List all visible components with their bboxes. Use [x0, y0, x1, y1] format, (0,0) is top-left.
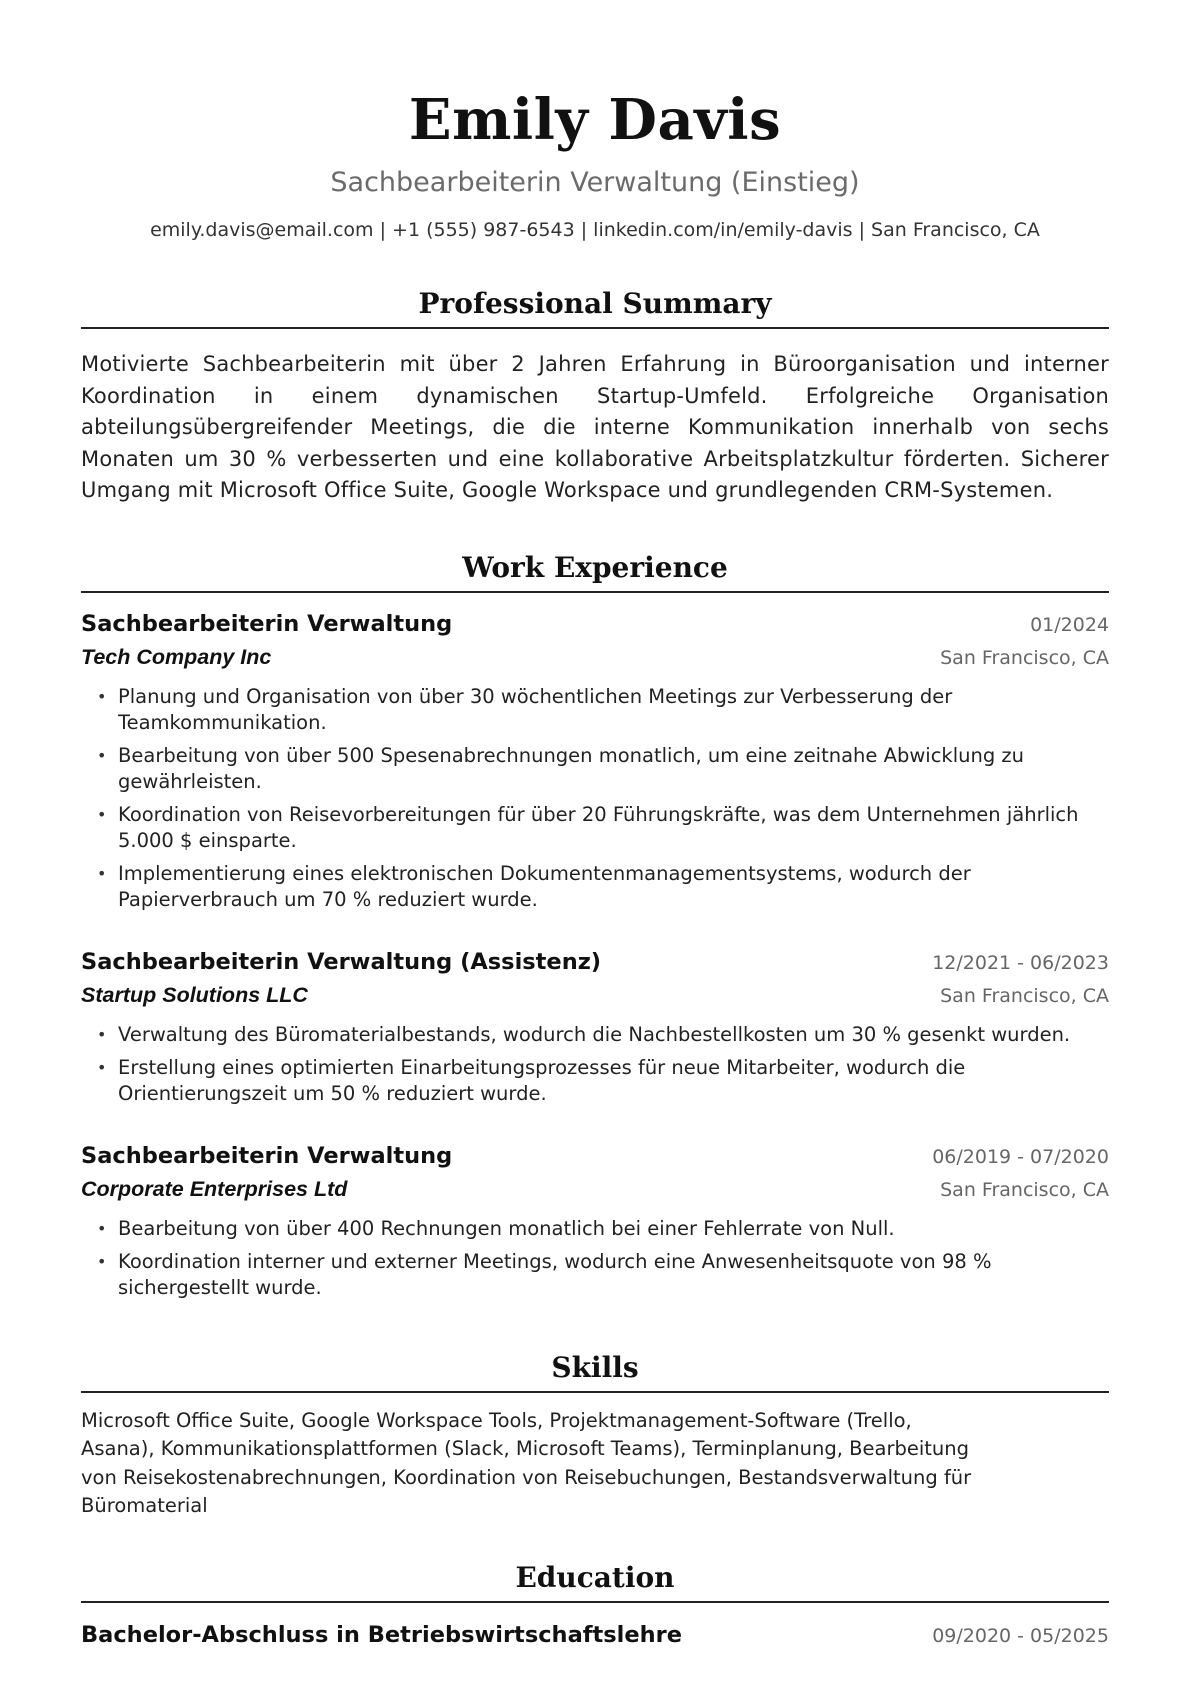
job-location: San Francisco, CA	[940, 984, 1109, 1007]
job-bullet: • Bearbeitung von über 500 Spesenabrechnungen monatlich, um eine zeitnahe Abwicklung zu gewährleisten.	[118, 743, 1109, 795]
job-date: 06/2019 - 07/2020	[932, 1145, 1109, 1168]
job-entry	[81, 946, 1109, 1107]
job-title: Sachbearbeiterin Verwaltung	[81, 610, 453, 637]
job-bullets	[81, 1022, 1109, 1107]
job-date: 01/2024	[1030, 613, 1109, 636]
resume-header	[81, 0, 1109, 243]
degree-title: Bachelor-Abschluss in Betriebswirtschaftslehre	[81, 1621, 683, 1648]
skills-text: Microsoft Office Suite, Google Workspace Tools, Projektmanagement-Software (Trello, Asana), Kommunikationsplattformen (Slack, Microsoft Teams), Terminplanung, Bearbeitung von Reisekostenabrechnungen, Koordination von Reisebuchungen, Bestandsverwaltung für Büromaterial	[81, 1408, 972, 1517]
education-section	[81, 1561, 1109, 1651]
experience-section	[81, 551, 1109, 1301]
candidate-name: Emily Davis	[408, 87, 782, 153]
job-bullet: • Implementierung eines elektronischen Dokumentenmanagementsystems, wodurch der Papierverbrauch um 70 % reduziert wurde.	[118, 861, 1109, 913]
summary-text: Motivierte Sachbearbeiterin mit über 2 Jahren Erfahrung in Büroorganisation und interner Koordination in einem dynamischen Startup-Umfeld. Erfolgreiche Organisation abteilungsübergreifender Meetings, die die interne Kommunikation innerhalb von sechs Monaten um 30 % verbesserten und eine kollaborative Arbeitsplatzkultur förderten. Sicherer Umgang mit Microsoft Office Suite, Google Workspace und grundlegenden CRM-Systemen.	[81, 352, 1109, 502]
job-location: San Francisco, CA	[940, 1178, 1109, 1201]
summary-title: Professional Summary	[81, 287, 1109, 329]
job-bullet: • Koordination interner und externer Meetings, wodurch eine Anwesenheitsquote von 98 % sichergestellt wurde.	[118, 1249, 1109, 1301]
skills-section	[81, 1351, 1109, 1521]
job-location: San Francisco, CA	[940, 646, 1109, 669]
job-entry	[81, 608, 1109, 913]
job-title: Sachbearbeiterin Verwaltung	[81, 1142, 453, 1169]
summary-section	[81, 287, 1109, 507]
job-bullet: • Verwaltung des Büromaterialbestands, wodurch die Nachbestellkosten um 30 % gesenkt wurden.	[118, 1022, 1109, 1048]
job-bullets	[81, 1216, 1109, 1301]
job-entry	[81, 1140, 1109, 1301]
company-name: Corporate Enterprises Ltd	[81, 1176, 348, 1201]
contact-line: emily.davis@email.com | +1 (555) 987-6543 | linkedin.com/in/emily-davis | San Francisco, CA	[150, 219, 1040, 241]
company-name: Tech Company Inc	[81, 644, 272, 669]
skills-title: Skills	[81, 1351, 1109, 1393]
job-bullet: • Koordination von Reisevorbereitungen für über 20 Führungskräfte, was dem Unternehmen jährlich 5.000 $ einsparte.	[118, 802, 1109, 854]
job-bullets	[81, 684, 1109, 913]
job-bullet: • Planung und Organisation von über 30 wöchentlichen Meetings zur Verbesserung der Teamkommunikation.	[118, 684, 1109, 736]
candidate-subtitle: Sachbearbeiterin Verwaltung (Einstieg)	[330, 167, 860, 198]
company-name: Startup Solutions LLC	[81, 982, 308, 1007]
education-date: 09/2020 - 05/2025	[932, 1624, 1109, 1647]
experience-title: Work Experience	[81, 551, 1109, 593]
job-date: 12/2021 - 06/2023	[932, 951, 1109, 974]
job-bullet: • Erstellung eines optimierten Einarbeitungsprozesses für neue Mitarbeiter, wodurch die Orientierungszeit um 50 % reduziert wurde.	[118, 1055, 1109, 1107]
job-bullet: • Bearbeitung von über 400 Rechnungen monatlich bei einer Fehlerrate von Null.	[118, 1216, 1109, 1242]
job-title: Sachbearbeiterin Verwaltung (Assistenz)	[81, 948, 602, 975]
education-title: Education	[81, 1561, 1109, 1603]
